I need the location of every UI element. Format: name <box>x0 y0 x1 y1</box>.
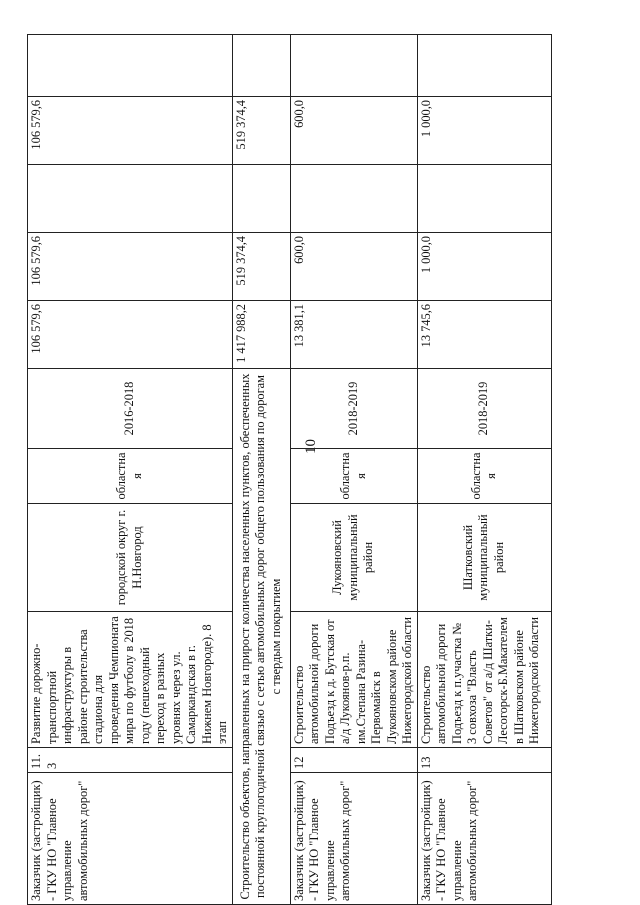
total-cost-cell: 13 381,1 <box>290 301 417 369</box>
rotated-table-wrapper <box>27 35 541 905</box>
section-amount-b-cell <box>232 165 290 233</box>
table-row <box>28 35 233 905</box>
total-cost-cell: 13 745,6 <box>417 301 551 369</box>
section-amount-d-cell <box>232 35 290 97</box>
amount-b-cell <box>28 165 233 233</box>
object-name-cell: Строительство автомобильной дороги Подъезд к п.участка № 3 совхоза "Власть Советов" от а/д Шатки-Лесогорск-Б.Макателем в Шатковском районе Нижегородской области <box>417 612 551 748</box>
amount-c-cell: 600,0 <box>290 97 417 165</box>
period-cell: 2016-2018 <box>28 369 233 449</box>
ownership-cell: областная <box>28 449 233 504</box>
location-cell: Лукояновский муниципальный район <box>290 504 417 612</box>
amount-c-cell: 106 579,6 <box>28 97 233 165</box>
amount-d-cell <box>290 35 417 97</box>
amount-a-cell: 1 000,0 <box>417 233 551 301</box>
row-number-cell: 13 <box>417 748 551 773</box>
amount-d-cell <box>417 35 551 97</box>
total-cost-cell: 106 579,6 <box>28 301 233 369</box>
amount-b-cell <box>290 165 417 233</box>
section-total-cell: 1 417 988,2 <box>232 301 290 369</box>
ownership-cell: областная <box>290 449 417 504</box>
amount-d-cell <box>28 35 233 97</box>
section-heading-cell: Строительство объектов, направленных на прирост количества населенных пунктов, обеспеченных постоянной круглогодичной связью с сетью автомобильных дорог общего пользования по дорогам с твердым покрытием <box>232 369 290 905</box>
section-amount-a-cell: 519 374,4 <box>232 233 290 301</box>
section-amount-c-cell: 519 374,4 <box>232 97 290 165</box>
amount-b-cell <box>417 165 551 233</box>
period-cell: 2018-2019 <box>290 369 417 449</box>
page-number: 10 <box>303 439 319 454</box>
row-number-cell: 11.3 <box>28 748 233 773</box>
object-name-cell: Строительство автомобильной дороги Подъезд к д. Бутская от а/д Лукоянов-р.п. им.Степана Разина-Первомайск в Лукояновском районе Нижегородской области <box>290 612 417 748</box>
ownership-cell: областная <box>417 449 551 504</box>
amount-c-cell: 1 000,0 <box>417 97 551 165</box>
amount-a-cell: 106 579,6 <box>28 233 233 301</box>
table-row <box>417 35 551 905</box>
section-row <box>232 35 290 905</box>
amount-a-cell: 600,0 <box>290 233 417 301</box>
location-cell: городской округ г. Н.Новгород <box>28 504 233 612</box>
investment-table <box>27 34 552 905</box>
period-cell: 2018-2019 <box>417 369 551 449</box>
customer-cell: Заказчик (застройщик) - ГКУ НО "Главное управление автомобильных дорог" <box>290 773 417 905</box>
table-row <box>290 35 417 905</box>
customer-cell: Заказчик (застройщик) - ГКУ НО "Главное управление автомобильных дорог" <box>28 773 233 905</box>
object-name-cell: Развитие дорожно-транспортной инфраструктуры в районе строительства стадиона для проведения Чемпионата мира по футболу в 2018 году (пешеходный переход в разных уровнях через ул. Самаркандская в г. Нижнем Новгороде). 8 этап <box>28 612 233 748</box>
row-number-cell: 12 <box>290 748 417 773</box>
location-cell: Шатковский муниципальный район <box>417 504 551 612</box>
customer-cell: Заказчик (застройщик) - ГКУ НО "Главное управление автомобильных дорог" <box>417 773 551 905</box>
